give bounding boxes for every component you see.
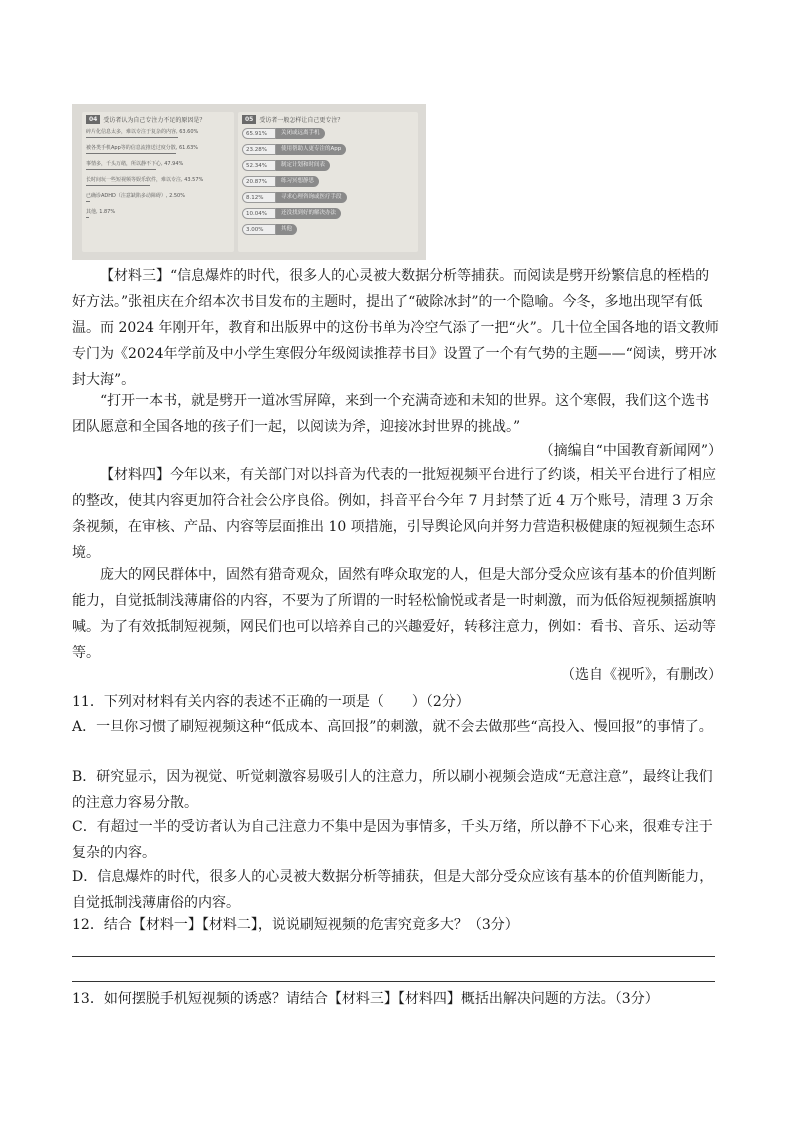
survey-item: 事情多，千头万绪，所以静不下心, 47.94% xyxy=(86,160,230,167)
survey-item: 被各类手机App等的信息流推送过度分散, 61.63% xyxy=(86,144,230,151)
material-4-paragraph-2: 庞大的网民群体中，固然有猎奇观众，固然有哗众取宠的人，但是大部分受众应该有基本的价值判断能力，自觉抵制浅薄庸俗的内容，不要为了所谓的一时轻松愉悦或者是一时刺激，而为低俗短视频摇旗呐喊。为了有效抵制短视频，网民们也可以培养自己的兴趣爱好，转移注意力，例如：看书、音乐、运动等等。 xyxy=(72,567,716,661)
question-11-option-a: A．一旦你习惯了刷短视频这种“低成本、高回报”的刺激，就不会去做那些“高投入、慢回报”的事情了。 xyxy=(72,719,713,735)
survey-item: 碎片化信息太多，难以专注于复杂的内容, 63.60% xyxy=(86,128,230,135)
material-3-paragraph: 【材料三】“信息爆炸的时代，很多人的心灵被大数据分析等捕获。而阅读是劈开纷繁信息的桎梏的好方法。”张祖庆在介绍本次书目发布的主题时，提出了“破除冰封”的一个隐喻。今冬，多地出现罕有低温。而 2024 年刚开年，教育和出版界中的这份书单为冷空气添了一把“火”。几十位全国各地的语文教师专门为《2024年学前及中小学生寒假分年级阅读推荐书目》设置了一个有气势的主题——“阅读，劈开冰封大海”。 xyxy=(72,268,719,388)
question-13: 13．如何摆脱手机短视频的诱惑？请结合【材料三】【材料四】概括出解决问题的方法。（3分） xyxy=(72,991,659,1007)
answer-line xyxy=(72,956,715,957)
survey-option: 10.04% 还没找到好的解决办法 xyxy=(242,208,414,219)
material-3-source: （摘编自“中国教育新闻网”） xyxy=(539,443,722,459)
question-11-stem: 11．下列对材料有关内容的表述不正确的一项是（ ）（2分） xyxy=(72,694,470,710)
survey-item: 已确诊ADHD（注意缺陷多动障碍）, 2.50% xyxy=(86,192,230,199)
survey-option: 23.28% 使用帮助人更专注的App xyxy=(242,144,414,155)
survey-item: 长时间玩一些短视频等娱乐软件，难以专注, 43.57% xyxy=(86,176,230,183)
survey-option: 3.00% 其他 xyxy=(242,224,414,235)
panel-number: 05 xyxy=(242,115,256,124)
survey-option: 65.91% 关闭或远离手机 xyxy=(242,128,414,139)
survey-panel-04 xyxy=(82,112,234,252)
question-11-option-c: C．有超过一半的受访者认为自己注意力不集中是因为事情多，千头万绪，所以静不下心来，很难专注于复杂的内容。 xyxy=(72,819,713,861)
question-11-option-d: D．信息爆炸的时代，很多人的心灵被大数据分析等捕获，但是大部分受众应该有基本的价值判断能力，自觉抵制浅薄庸俗的内容。 xyxy=(72,869,714,911)
question-12: 12．结合【材料一】【材料二】，说说刷短视频的危害究竟多大？（3分） xyxy=(72,917,519,933)
material-4-source: （选自《视听》，有删改） xyxy=(561,667,722,683)
material-3-quote: “打开一本书，就是劈开一道冰雪屏障，来到一个充满奇迹和未知的世界。这个寒假，我们这个选书团队愿意和全国各地的孩子们一起，以阅读为斧，迎接冰封世界的挑战。” xyxy=(72,393,710,435)
survey-option: 20.87% 练习冥想静思 xyxy=(242,176,414,187)
panel-number: 04 xyxy=(86,115,100,124)
survey-option: 8.12% 寻求心理咨询或医疗手段 xyxy=(242,192,414,203)
question-11-option-b: B．研究显示，因为视觉、听觉刺激容易吸引人的注意力，所以刷小视频会造成“无意注意”，最终让我们的注意力容易分散。 xyxy=(72,769,713,811)
panel-title: 受访者认为自己专注力不足的原因是？ xyxy=(103,117,206,124)
survey-option: 52.34% 制定计划和时间表 xyxy=(242,160,414,171)
material-4-paragraph: 【材料四】今年以来，有关部门对以抖音为代表的一批短视频平台进行了约谈，相关平台进行了相应的整改，使其内容更加符合社会公序良俗。例如，抖音平台今年 7 月封禁了近 4 万个账号，清理 3 万余条视频，在审核、产品、内容等层面推出 10 项措施，引导舆论风向并努力营造积极健康的短视频生态环境。 xyxy=(72,467,716,561)
panel-title: 受访者一般怎样让自己更专注？ xyxy=(259,117,344,124)
survey-item: 其他, 1.87% xyxy=(86,208,230,215)
answer-line xyxy=(72,981,715,982)
survey-panel-05 xyxy=(238,112,418,252)
survey-photo xyxy=(72,104,426,260)
